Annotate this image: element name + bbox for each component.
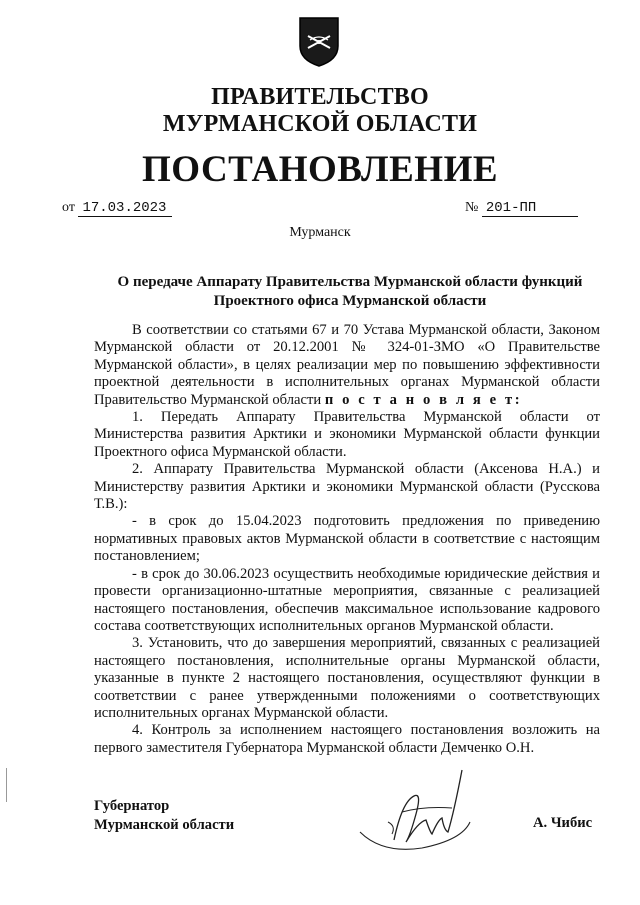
number-prefix: №	[465, 200, 479, 215]
paragraph-4: 4. Контроль за исполнением настоящего постановления возложить на первого заместителя Губернатора Мурманской области Демченко О.Н.	[94, 722, 600, 756]
government-title-line1: ПРАВИТЕЛЬСТВО	[211, 84, 429, 110]
paragraph-2: 2. Аппарату Правительства Мурманской области (Аксенова Н.А.) и Министерству развития Арктики и экономики Мурманской области (Русскова Т.В.):	[94, 461, 600, 513]
subject-line1: О передаче Аппарату Правительства Мурманской области функций	[117, 274, 583, 290]
signatory-title	[94, 797, 234, 835]
document-date: 17.03.2023	[78, 200, 172, 217]
preamble-text: В соответствии со статьями 67 и 70 Устава Мурманской области, Законом Мурманской области от 20.12.2001 № 324-01-ЗМО «О Правительстве Мурманской области», в целях реализации мер по повышению эффективности проектной деятельности в исполнительных органах Мурманской области Правительство Мурманской области	[94, 322, 600, 408]
scan-margin-mark	[6, 768, 7, 802]
document-subject	[100, 273, 600, 311]
subject-line2: Проектного офиса Мурманской области	[213, 293, 487, 309]
document-body	[94, 322, 600, 757]
government-title	[0, 84, 640, 138]
paragraph-2-b: - в срок до 30.06.2023 осуществить необходимые юридические действия и провести организационно-штатные мероприятия, связанные с реализацией настоящего постановления, обеспечив максимальное использование кадрового состава соответствующих исполнительных органов Мурманской области.	[94, 565, 600, 634]
government-title-line2: МУРМАНСКОЙ ОБЛАСТИ	[162, 111, 478, 137]
document-number: 201-ПП	[482, 200, 578, 217]
paragraph-2-a: - в срок до 15.04.2023 подготовить предложения по приведению нормативных правовых актов Мурманской области в соответствие с настоящим постановлением;	[94, 513, 600, 565]
handwritten-signature	[352, 762, 492, 862]
city: Мурманск	[289, 225, 351, 240]
date-prefix: от	[62, 200, 75, 215]
resolves-word: п о с т а н о в л я е т:	[324, 391, 523, 408]
paragraph-1: 1. Передать Аппарату Правительства Мурманской области от Министерства развития Арктики и экономики Мурманской области функции Проектного офиса Мурманской области.	[94, 409, 600, 460]
coat-of-arms-icon	[298, 16, 340, 68]
document-type: ПОСТАНОВЛЕНИЕ	[141, 149, 499, 190]
date-row	[62, 200, 172, 217]
signatory-title-line2: Мурманской области	[94, 817, 235, 833]
signatory-title-line1: Губернатор	[94, 798, 170, 814]
number-row	[465, 200, 578, 217]
signatory-name: А. Чибис	[533, 815, 593, 831]
paragraph-3: 3. Установить, что до завершения мероприятий, связанных с реализацией настоящего постановления, исполнительные органы Мурманской области, указанные в пункте 2 настоящего постановления, осуществляют функции в соответствии с ранее утвержденными положениями о соответствующих исполнительных органах Мурманской области.	[94, 635, 600, 721]
preamble-paragraph	[94, 322, 600, 409]
